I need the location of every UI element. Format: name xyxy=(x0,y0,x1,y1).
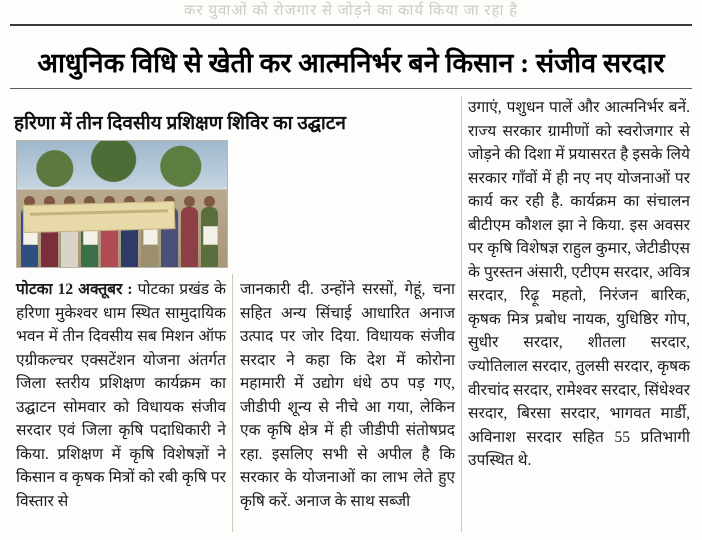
top-divider-rule xyxy=(10,24,692,26)
column-2-body: जानकारी दी. उन्होंने सरसों, गेहूं, चना सहित अन्य सिंचाई आधारित अनाज उत्पाद पर जोर दिया. विधायक संजीव सरदार ने कहा कि देश में कोरोना महामारी में उद्योग धंधे ठप पड़ गए, जीडीपी शून्य से नीचे आ गया, लेकिन एक कृषि क्षेत्र में ही जीडीपी संतोषप्रद रहा. इसलिए सभी से अपील है कि सरकार के योजनाओं का लाभ लेते हुए कृषि करें. अनाज के साथ सब्जी xyxy=(240,281,455,510)
training-camp-photo xyxy=(16,140,228,268)
photo-banner xyxy=(23,201,176,233)
subheadline: हरिणा में तीन दिवसीय प्रशिक्षण शिविर का उद्घाटन xyxy=(14,112,346,134)
headline: आधुनिक विधि से खेती कर आत्मनिर्भर बने किसान : संजीव सरदार xyxy=(37,48,665,79)
dateline: पोटका 12 अक्तूबर : xyxy=(16,281,133,298)
article-column-1 xyxy=(16,278,226,513)
column-divider xyxy=(232,274,233,532)
photo-certificate xyxy=(203,226,218,245)
bleed-through-text: कर युवाओं को रोजगार से जोड़ने का कार्य किया जा रहा है xyxy=(183,3,519,19)
photo-person xyxy=(181,207,198,267)
column-divider xyxy=(461,96,462,532)
column-1-body: पोटका प्रखंड के हरिणा मुकेश्वर धाम स्थित सामुदायिक भवन में तीन दिवसीय सब मिशन ऑफ एग्रीकल्चर एक्सटेंशन योजना अंतर्गत जिला स्तरीय प्रशिक्षण कार्यक्रम का उद्घाटन सोमवार को विधायक संजीव सरदार एवं जिला कृषि पदाधिकारी ने किया. प्रशिक्षण में कृषि विशेषज्ञों ने किसान व कृषक मित्रों को रबी कृषि पर विस्तार से xyxy=(16,281,227,510)
article-column-3 xyxy=(468,96,690,473)
headline-divider-rule xyxy=(10,88,692,89)
photo-background-trees xyxy=(17,141,227,187)
article-column-2 xyxy=(240,278,455,513)
column-3-body: उगाएं, पशुधन पालें और आत्मनिर्भर बनें. राज्य सरकार ग्रामीणों को स्वरोजगार से जोड़ने की दिशा में प्रयासरत है इसके लिये सरकार गाँवों में ही नए नए योजनाओं पर कार्य कर रही है. कार्यक्रम का संचालन बीटीएम कौशल झा ने किया. इस अवसर पर कृषि विशेषज्ञ राहुल कुमार, जेटीडीएस के पुरस्तन अंसारी, एटीएम सरदार, अवित्र सरदार, रिढ़ू महतो, निरंजन बारिक, कृषक मित्र प्रबोध नायक, युधिष्ठिर गोप, सुधीर सरदार, शीतला सरदार, ज्योतिलाल सरदार, तुलसी सरदार, कृषक वीरचांद सरदार, रामेश्वर सरदार, सिंधेश्वर सरदार, बिरसा सरदार, भागवत मार्डी, अविनाश सरदार सहित 55 प्रतिभागी उपस्थित थे. xyxy=(468,99,690,470)
